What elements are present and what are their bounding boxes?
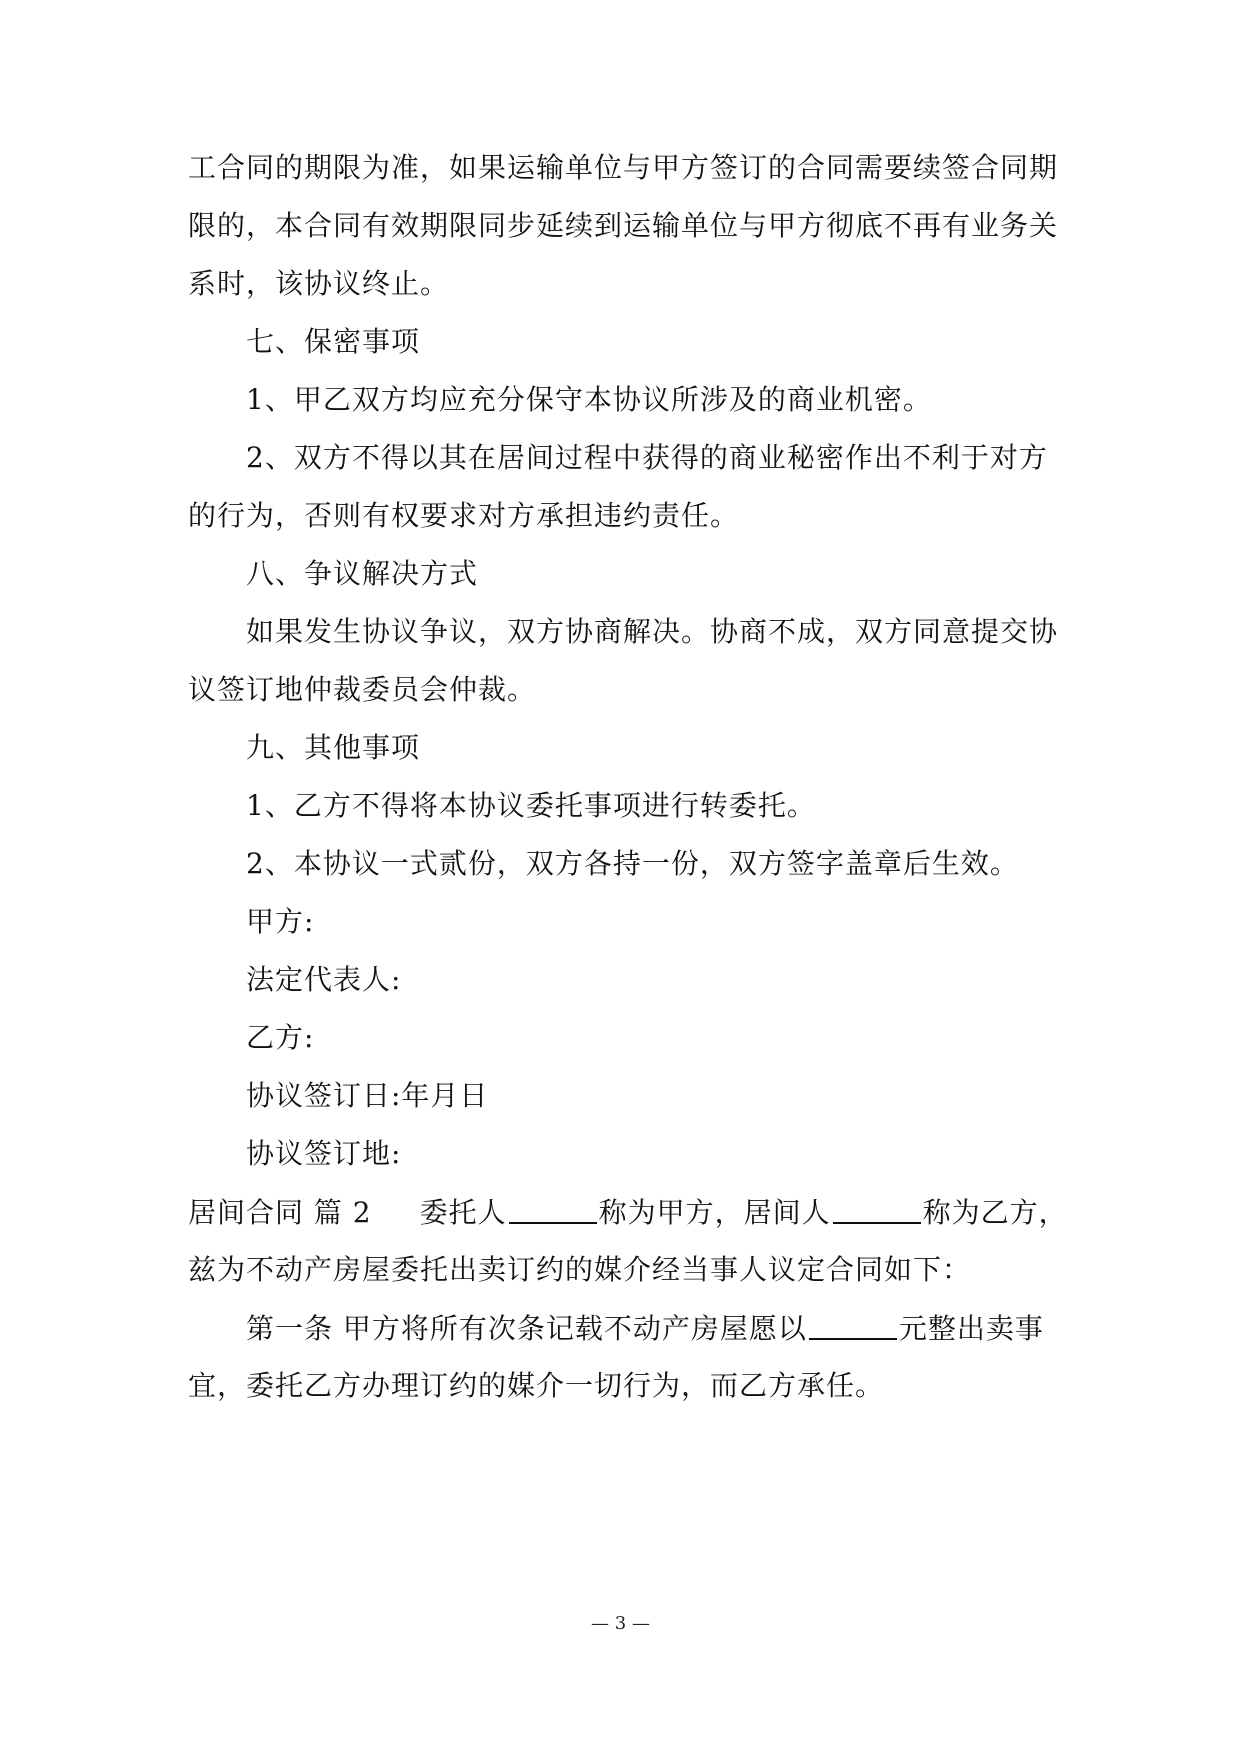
paragraph-line: 工合同的期限为准，如果运输单位与甲方签订的合同需要续签合同期 [188, 151, 1059, 184]
signature-field-place: 协议签订地: [246, 1137, 402, 1170]
paragraph-line: 1、甲乙双方均应充分保守本协议所涉及的商业机密。 [246, 383, 932, 416]
section2-line1 [188, 1192, 1068, 1233]
paragraph-line: 限的，本合同有效期限同步延续到运输单位与甲方彻底不再有业务关 [188, 209, 1059, 242]
paragraph-line: 兹为不动产房屋委托出卖订约的媒介经当事人议定合同如下： [188, 1253, 972, 1286]
paragraph-line: 宜，委托乙方办理订约的媒介一切行为，而乙方承任。 [188, 1369, 885, 1402]
fill-blank [833, 1192, 921, 1224]
signature-field-party-a: 甲方: [246, 905, 315, 938]
section2-heading: 居间合同 篇 2 [188, 1196, 372, 1229]
signature-field-legal-rep: 法定代表人: [246, 963, 402, 996]
page-number: — 3 — [591, 1613, 650, 1634]
section2-text: 第一条 甲方将所有次条记载不动产房屋愿以 [246, 1312, 807, 1345]
paragraph-line: 的行为，否则有权要求对方承担违约责任。 [188, 499, 740, 532]
signature-field-date: 协议签订日:年月日 [246, 1079, 489, 1112]
paragraph-line: 1、乙方不得将本协议委托事项进行转委托。 [246, 789, 816, 822]
section2-text: 称为甲方，居间人 [598, 1196, 831, 1229]
paragraph-line: 2、本协议一式贰份，双方各持一份，双方签字盖章后生效。 [246, 847, 1019, 880]
signature-field-party-b: 乙方: [246, 1021, 315, 1054]
paragraph-line: 议签订地仲裁委员会仲裁。 [188, 673, 537, 706]
fill-blank [809, 1308, 897, 1340]
section2-text: 元整出卖事 [898, 1312, 1044, 1345]
section-heading: 九、其他事项 [246, 731, 421, 764]
paragraph-line: 系时，该协议终止。 [188, 267, 450, 300]
fill-blank [509, 1192, 597, 1224]
section2-text: 称为乙方， [922, 1196, 1068, 1229]
paragraph-line: 2、双方不得以其在居间过程中获得的商业秘密作出不利于对方 [246, 441, 1048, 474]
section-heading: 八、争议解决方式 [246, 557, 479, 590]
section2-text: 委托人 [419, 1196, 507, 1229]
section2-line3 [246, 1308, 1126, 1349]
section-heading: 七、保密事项 [246, 325, 421, 358]
paragraph-line: 如果发生协议争议，双方协商解决。协商不成，双方同意提交协 [246, 615, 1059, 648]
